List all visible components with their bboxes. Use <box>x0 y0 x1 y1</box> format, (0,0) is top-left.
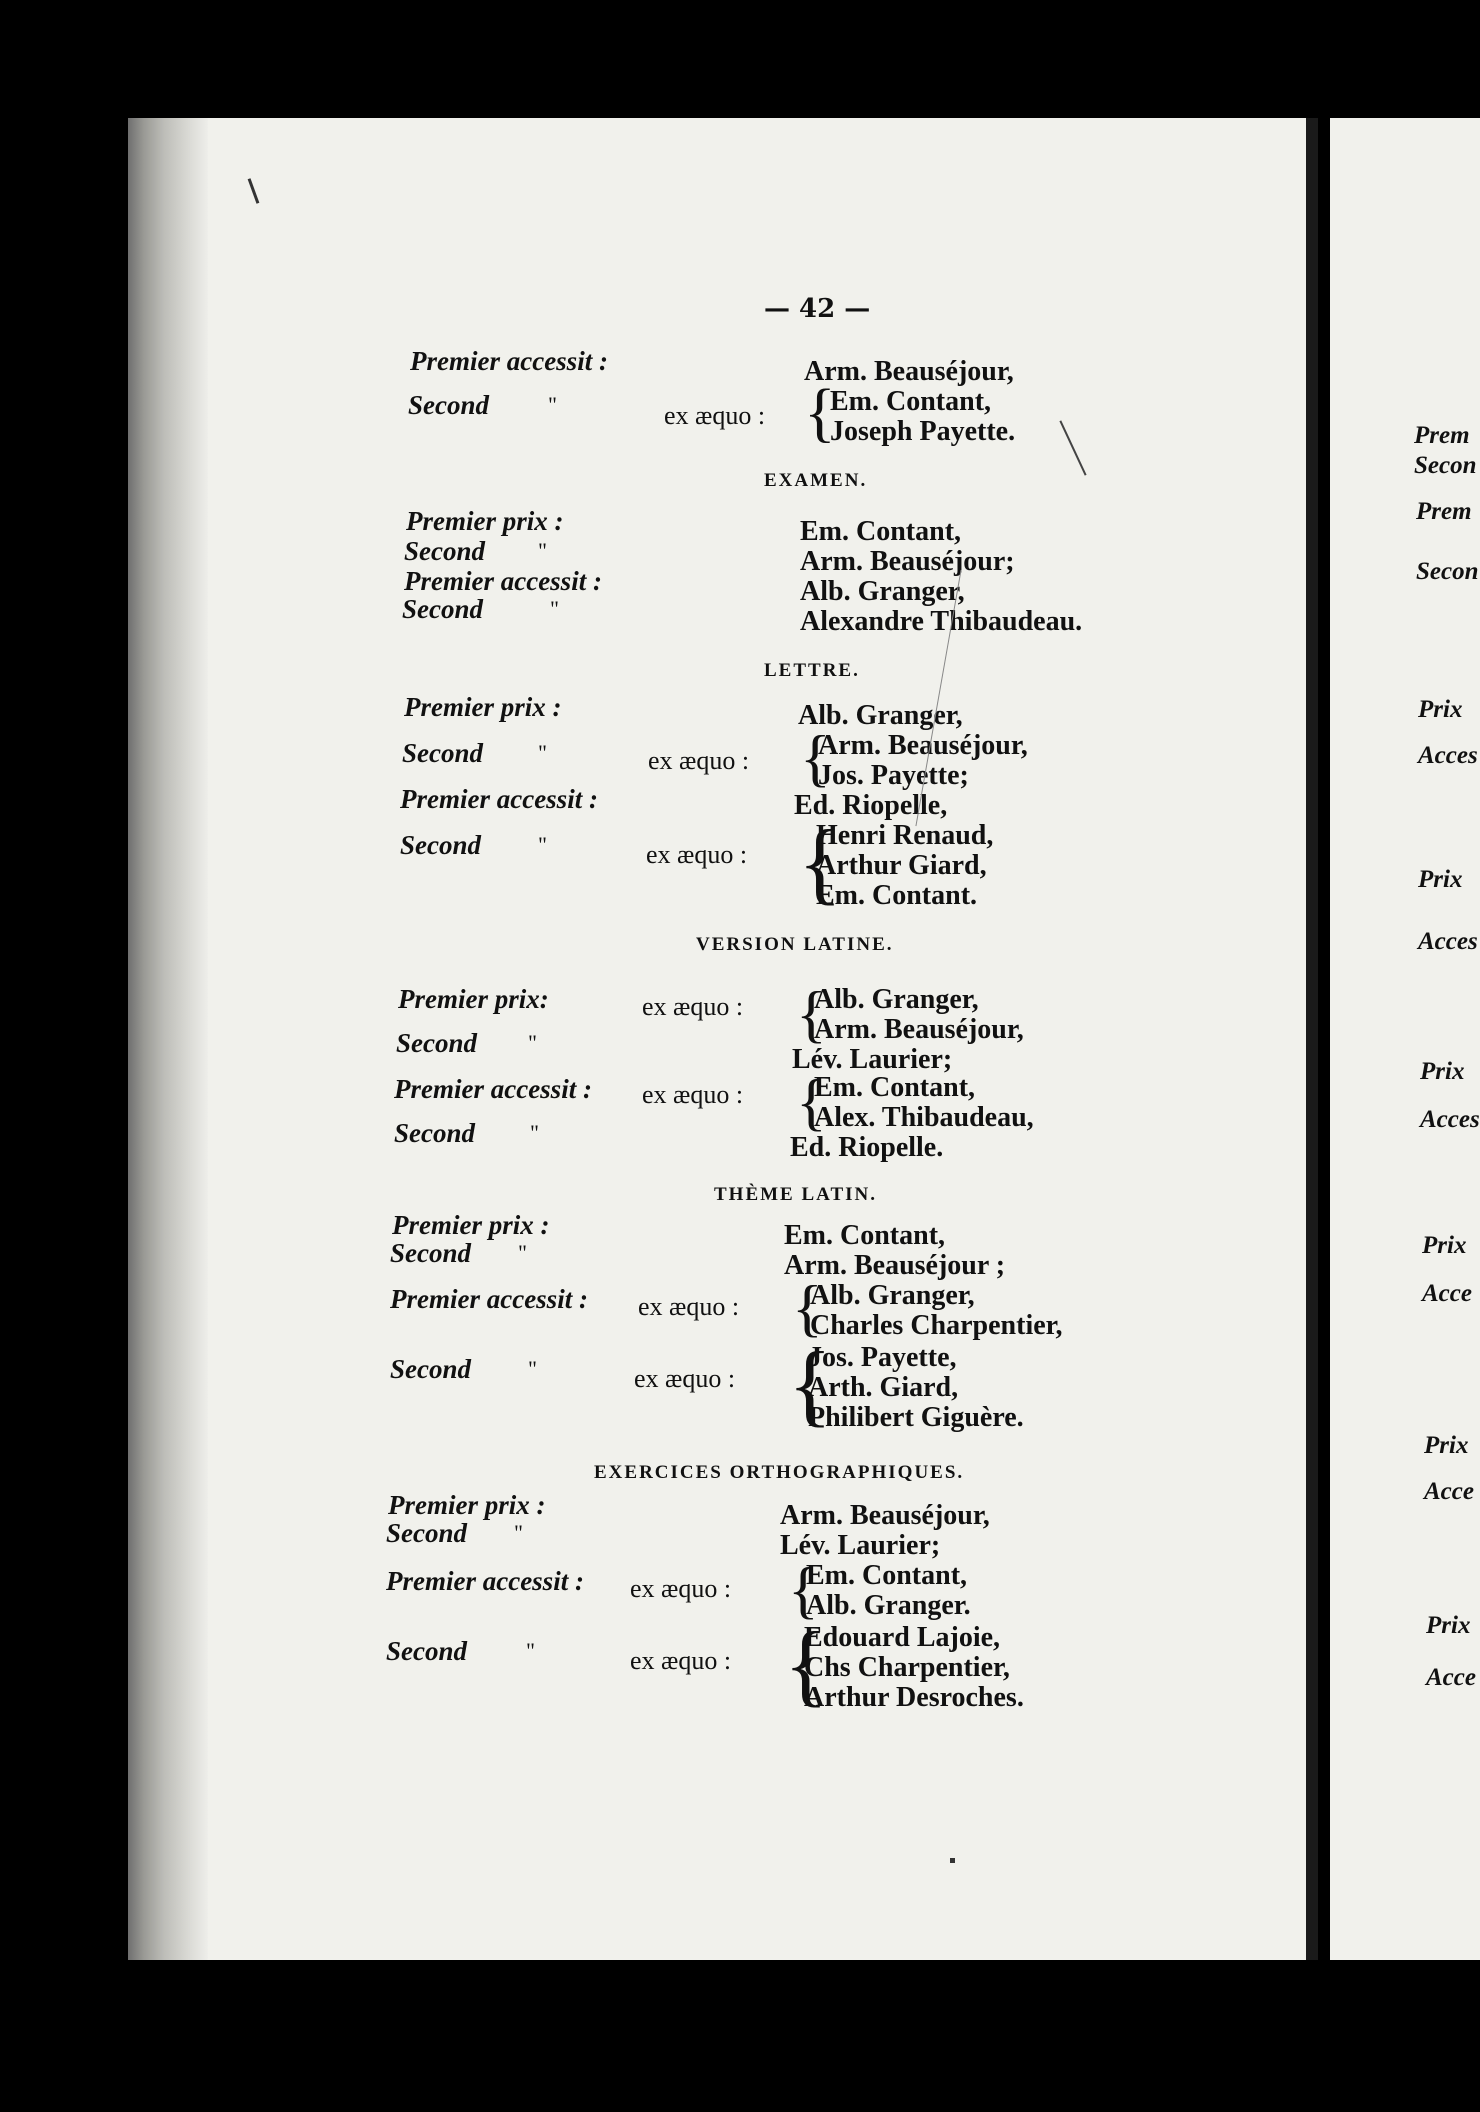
margin-label: Prem <box>1414 422 1470 449</box>
section-heading: EXERCICES ORTHOGRAPHIQUES. <box>594 1462 965 1483</box>
name-entry: Alb. Granger, <box>814 984 979 1015</box>
name-entry: Alex. Thibaudeau, <box>814 1102 1034 1133</box>
label-premier-prix: Premier prix : <box>392 1210 550 1240</box>
label-second: Second <box>394 1118 475 1148</box>
name-entry: Em. Contant. <box>816 880 978 911</box>
ditto-mark: " <box>538 740 547 765</box>
name-entry: Jos. Payette; <box>818 760 969 791</box>
label-second: Second <box>402 594 483 624</box>
name-entry: Edouard Lajoie, <box>804 1622 1001 1653</box>
margin-label: Prix <box>1424 1432 1469 1459</box>
ex-aequo-label: ex æquo : <box>664 401 766 430</box>
ex-aequo-label: ex æquo : <box>630 1574 732 1603</box>
ex-aequo-label: ex æquo : <box>638 1292 740 1321</box>
name-entry: Lév. Laurier; <box>780 1530 941 1561</box>
label-premier-accessit: Premier accessit : <box>404 566 602 596</box>
page-gutter-rule <box>1306 118 1318 1960</box>
brace: { <box>788 1333 833 1435</box>
label-premier-accessit: Premier accessit : <box>400 784 598 814</box>
name-entry: Arm. Beauséjour, <box>780 1500 990 1531</box>
margin-label: Acce <box>1426 1664 1476 1691</box>
ditto-mark: " <box>550 596 559 621</box>
ditto-mark: " <box>530 1120 539 1145</box>
ditto-mark: " <box>528 1030 537 1055</box>
ex-aequo-label: ex æquo : <box>634 1364 736 1393</box>
name-entry: Chs Charpentier, <box>804 1652 1010 1683</box>
label-second: Second <box>402 738 483 768</box>
ex-aequo-label: ex æquo : <box>630 1646 732 1675</box>
ditto-mark: " <box>514 1520 523 1545</box>
name-entry: Charles Charpentier, <box>810 1310 1063 1341</box>
label-premier-prix: Premier prix : <box>404 692 562 722</box>
section-heading: EXAMEN. <box>764 470 868 491</box>
label-second: Second <box>408 390 489 420</box>
margin-label: Prix <box>1422 1232 1467 1259</box>
name-entry: Arm. Beauséjour, <box>814 1014 1024 1045</box>
name-entry: Arthur Desroches. <box>804 1682 1024 1713</box>
name-entry: Arm. Beauséjour, <box>818 730 1028 761</box>
label-premier-prix: Premier prix : <box>406 506 564 536</box>
label-second: Second <box>386 1636 467 1666</box>
ditto-mark: " <box>518 1240 527 1265</box>
margin-label: Prix <box>1426 1612 1471 1639</box>
ditto-mark: " <box>538 538 547 563</box>
margin-label: Prem <box>1416 498 1472 525</box>
name-entry: Arm. Beauséjour, <box>804 356 1014 387</box>
label-premier-prix: Premier prix : <box>388 1490 546 1520</box>
brace: { <box>792 1272 823 1343</box>
ditto-mark: " <box>528 1356 537 1381</box>
margin-label: Prix <box>1418 696 1463 723</box>
page-edge-shadow <box>128 118 208 1960</box>
ex-aequo-label: ex æquo : <box>646 840 748 869</box>
margin-label: Secon <box>1416 558 1479 585</box>
label-premier-accessit: Premier accessit : <box>394 1074 592 1104</box>
section-heading: LETTRE. <box>764 660 860 681</box>
label-second: Second <box>390 1354 471 1384</box>
name-entry: Lév. Laurier; <box>792 1044 953 1075</box>
section-heading: THÈME LATIN. <box>714 1184 878 1205</box>
name-entry: Arm. Beauséjour; <box>800 546 1015 577</box>
section-heading: VERSION LATINE. <box>696 934 894 955</box>
name-entry: Alb. Granger, <box>800 576 965 607</box>
name-entry: Em. Contant, <box>814 1072 976 1103</box>
brace: { <box>804 376 836 449</box>
brace: { <box>784 1613 829 1715</box>
ink-speck <box>1059 420 1086 475</box>
margin-label: Secon <box>1414 452 1477 479</box>
name-entry: Arm. Beauséjour ; <box>784 1250 1006 1281</box>
brace: { <box>800 722 831 793</box>
brace: { <box>798 811 843 913</box>
ditto-mark: " <box>526 1638 535 1663</box>
ditto-mark: " <box>548 392 557 417</box>
margin-label: Acces <box>1418 928 1478 955</box>
label-second: Second <box>390 1238 471 1268</box>
name-entry: Joseph Payette. <box>830 416 1016 447</box>
name-entry: Jos. Payette, <box>808 1342 957 1373</box>
margin-label: Acces <box>1420 1106 1480 1133</box>
label-premier-accessit: Premier accessit : <box>386 1566 584 1596</box>
ex-aequo-label: ex æquo : <box>642 992 744 1021</box>
label-premier-prix: Premier prix: <box>398 984 549 1014</box>
name-entry: Arthur Giard, <box>816 850 987 881</box>
label-second: Second <box>400 830 481 860</box>
book-page <box>128 118 1318 1960</box>
name-entry: Alb. Granger, <box>810 1280 975 1311</box>
brace: { <box>796 978 827 1049</box>
name-entry: Em. Contant, <box>830 386 992 417</box>
label-premier-accessit: Premier accessit : <box>390 1284 588 1314</box>
name-entry: Em. Contant, <box>800 516 962 547</box>
name-entry: Em. Contant, <box>806 1560 968 1591</box>
name-entry: Ed. Riopelle. <box>790 1132 944 1163</box>
ink-speck <box>950 1858 955 1863</box>
margin-label: Acce <box>1422 1280 1472 1307</box>
ink-speck <box>248 178 260 203</box>
ditto-mark: " <box>538 832 547 857</box>
label-second: Second <box>396 1028 477 1058</box>
facing-page-fragment <box>1330 118 1480 1960</box>
label-second: Second <box>386 1518 467 1548</box>
name-entry: Em. Contant, <box>784 1220 946 1251</box>
name-entry: Philibert Giguère. <box>808 1402 1024 1433</box>
name-entry: Arth. Giard, <box>808 1372 959 1403</box>
margin-label: Prix <box>1418 866 1463 893</box>
name-entry: Alb. Granger. <box>806 1590 971 1621</box>
ex-aequo-label: ex æquo : <box>648 746 750 775</box>
ex-aequo-label: ex æquo : <box>642 1080 744 1109</box>
margin-label: Acce <box>1424 1478 1474 1505</box>
name-entry: Alexandre Thibaudeau. <box>800 606 1083 637</box>
name-entry: Henri Renaud, <box>816 820 994 851</box>
page-number: — 42 — <box>764 294 871 324</box>
name-entry: Alb. Granger, <box>798 700 963 731</box>
brace: { <box>796 1066 827 1137</box>
brace: { <box>788 1554 819 1625</box>
margin-label: Acces <box>1418 742 1478 769</box>
label-second: Second <box>404 536 485 566</box>
margin-label: Prix <box>1420 1058 1465 1085</box>
label-premier-accessit: Premier accessit : <box>410 346 608 376</box>
name-entry: Ed. Riopelle, <box>794 790 948 821</box>
